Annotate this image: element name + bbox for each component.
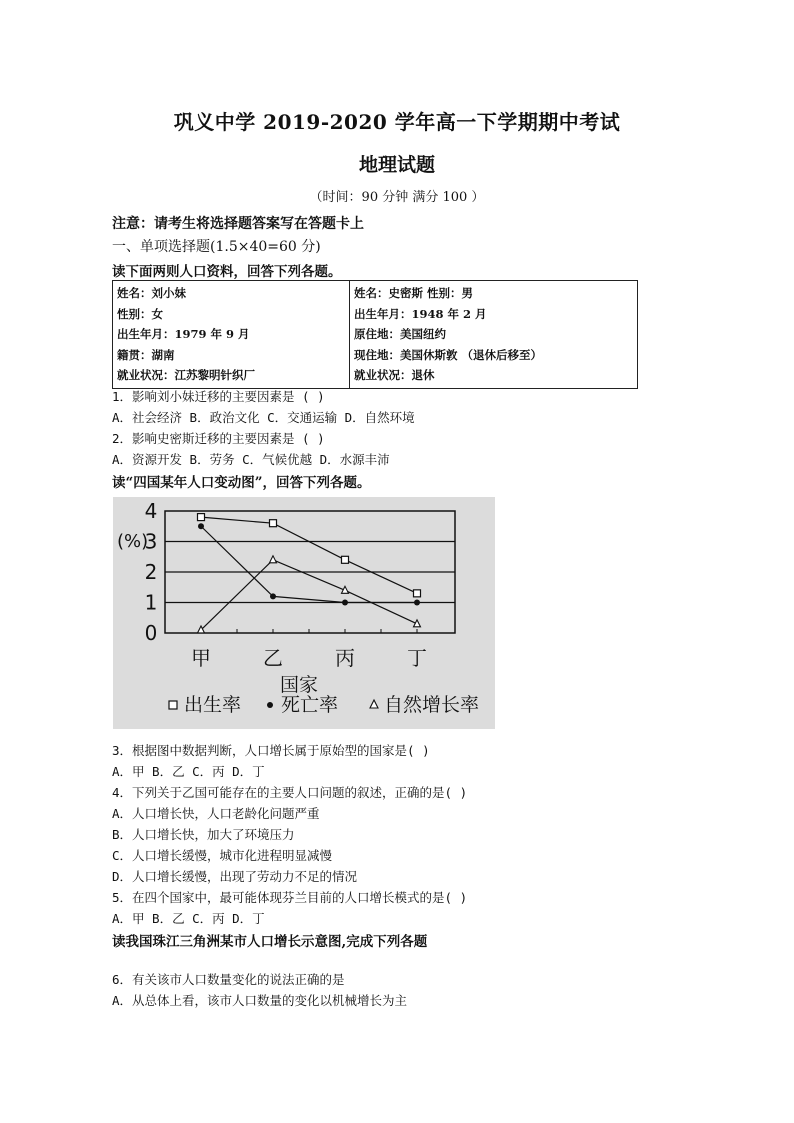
question-line: A．甲 B．乙 C．丙 D．丁 <box>112 911 265 926</box>
person-right-cell <box>350 281 638 389</box>
question-line: 2．影响史密斯迁移的主要因素是 ( ) <box>112 431 325 446</box>
section-heading: 一、单项选择题(1.5×40=60 分) <box>112 239 321 255</box>
x-tick-label: 丁 <box>407 646 427 670</box>
legend-dot-icon <box>267 702 273 708</box>
question-line: A．社会经济 B．政治文化 C．交通运输 D．自然环境 <box>112 410 415 425</box>
question-line: 1．影响刘小妹迁移的主要因素是 ( ) <box>112 389 325 404</box>
death-rate-point <box>414 600 420 606</box>
legend-label: 自然增长率 <box>384 694 480 716</box>
question-line: 3．根据图中数据判断，人口增长属于原始型的国家是( ) <box>112 743 430 758</box>
person-right-line: 姓名：史密斯 性别：男 <box>354 286 474 300</box>
question-line: B．人口增长快，加大了环境压力 <box>112 827 295 842</box>
person-left-line: 姓名：刘小妹 <box>117 286 186 300</box>
question-line: A．从总体上看，该市人口数量的变化以机械增长为主 <box>112 993 408 1008</box>
x-tick-label: 丙 <box>335 646 355 670</box>
person-left-line: 出生年月：1979 年 9 月 <box>117 327 250 341</box>
legend-label: 死亡率 <box>281 694 339 716</box>
intro-1: 读下面两则人口资料，回答下列各题。 <box>112 264 342 280</box>
person-left-line: 性别：女 <box>117 306 163 321</box>
legend-label: 出生率 <box>184 694 242 716</box>
question-line: 6．有关该市人口数量变化的说法正确的是 <box>112 972 345 987</box>
person-right-line: 出生年月：1948 年 2 月 <box>354 306 487 321</box>
birth-rate-point <box>414 590 421 597</box>
death-rate-point <box>342 600 348 606</box>
subject-title: 地理试题 <box>358 154 435 176</box>
legend-triangle-icon <box>370 700 378 708</box>
y-axis-label: (%) <box>117 531 149 552</box>
x-tick-label: 乙 <box>263 646 283 670</box>
y-tick-label: 3 <box>144 529 158 554</box>
x-axis-label: 国家 <box>279 674 319 696</box>
birth-rate-point <box>270 520 277 527</box>
death-rate-point <box>198 523 204 529</box>
question-line: A．甲 B．乙 C．丙 D．丁 <box>112 764 265 779</box>
question-line: C．人口增长缓慢，城市化进程明显减慢 <box>112 848 333 863</box>
person-info-table <box>112 280 638 389</box>
notice: 注意：请考生将选择题答案写在答题卡上 <box>112 216 364 232</box>
y-tick-label: 0 <box>144 621 158 645</box>
birth-rate-point <box>342 556 349 563</box>
time-info: （时间：90 分钟 满分 100 ） <box>309 190 485 205</box>
person-right-line: 原住地：美国纽约 <box>354 327 446 341</box>
question-line: D．人口增长缓慢，出现了劳动力不足的情况 <box>112 869 358 884</box>
y-tick-label: 2 <box>144 560 158 584</box>
birth-rate-point <box>198 514 205 521</box>
y-tick-label: 4 <box>144 499 158 523</box>
chart-svg <box>113 497 495 729</box>
question-line: A．人口增长快，人口老龄化问题严重 <box>112 806 320 821</box>
person-right-line: 就业状况：退休 <box>354 368 435 382</box>
death-rate-point <box>270 593 276 599</box>
intro-2: 读“四国某年人口变动图”，回答下列各题。 <box>112 475 371 491</box>
exam-title: 巩义中学 2019-2020 学年高一下学期期中考试 <box>173 110 621 134</box>
question-line: 4．下列关于乙国可能存在的主要人口问题的叙述，正确的是( ) <box>112 785 468 800</box>
y-tick-label: 1 <box>144 590 158 615</box>
person-right-line: 现住地：美国休斯敦 （退休后移至） <box>354 347 543 362</box>
person-left-line: 籍贯：湖南 <box>117 347 175 362</box>
question-line: A．资源开发 B．劳务 C．气候优越 D．水源丰沛 <box>112 452 390 467</box>
legend-square-icon <box>169 701 177 709</box>
person-left-cell <box>113 281 350 389</box>
x-tick-label: 甲 <box>191 646 211 670</box>
question-line: 5．在四个国家中，最可能体现芬兰目前的人口增长模式的是( ) <box>112 890 468 905</box>
person-left-line: 就业状况：江苏黎明针织厂 <box>117 368 255 382</box>
intro-3: 读我国珠江三角洲某市人口增长示意图,完成下列各题 <box>112 934 428 950</box>
population-chart <box>113 497 495 729</box>
